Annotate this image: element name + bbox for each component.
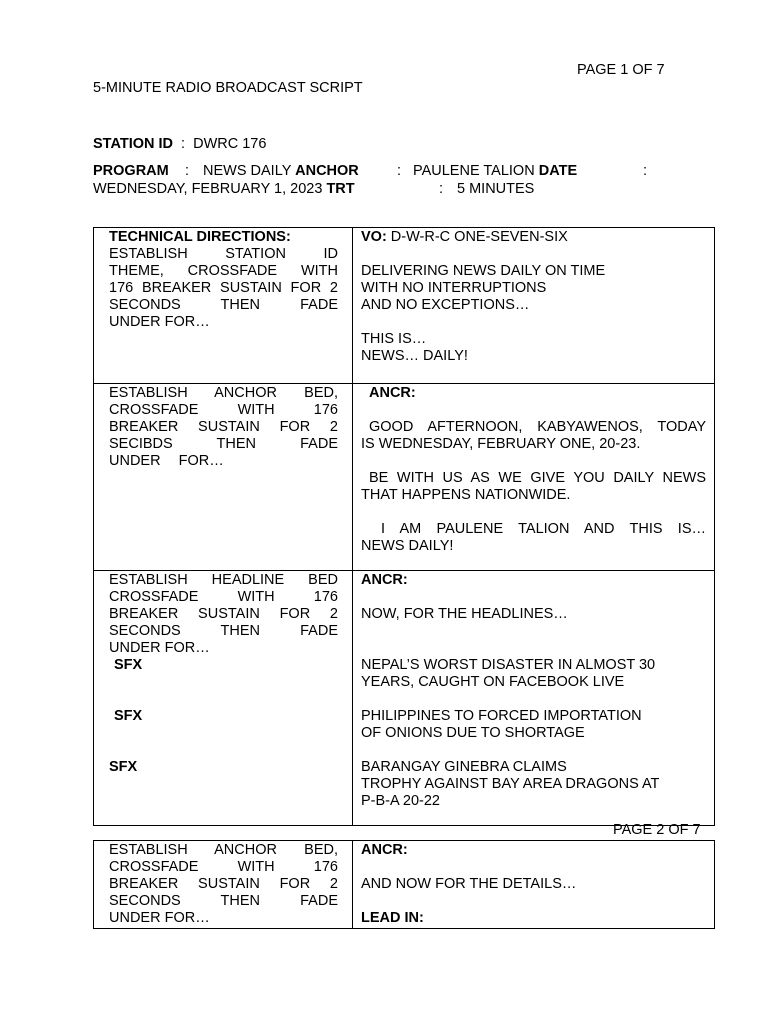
direction-line: THEME, CROSSFADE WITH bbox=[109, 263, 338, 279]
program-label-group bbox=[93, 163, 169, 180]
direction-line: CROSSFADE WITH 176 bbox=[109, 402, 338, 418]
sfx-cue: SFX bbox=[114, 657, 143, 673]
script-table-page1 bbox=[93, 227, 715, 826]
direction-line: CROSSFADE WITH 176 bbox=[109, 859, 338, 875]
script-line: NEWS… DAILY! bbox=[361, 348, 468, 364]
script-line: DELIVERING NEWS DAILY ON TIME bbox=[361, 263, 606, 279]
anchor-date-group bbox=[413, 163, 577, 180]
audio-cell bbox=[353, 228, 714, 383]
audio-cell bbox=[353, 384, 714, 570]
technical-directions-cell bbox=[94, 571, 353, 825]
script-line: NEWS DAILY! bbox=[361, 538, 454, 554]
direction-line: ESTABLISH ANCHOR BED, bbox=[109, 842, 338, 858]
vo-text: D-W-R-C ONE-SEVEN-SIX bbox=[386, 229, 568, 245]
headline-line: YEARS, CAUGHT ON FACEBOOK LIVE bbox=[361, 674, 625, 690]
voice-over-line bbox=[361, 229, 706, 246]
script-table-page2 bbox=[93, 840, 715, 929]
technical-directions-cell bbox=[94, 841, 353, 928]
page-number: PAGE 2 OF 7 bbox=[613, 822, 701, 838]
audio-cell bbox=[353, 841, 714, 928]
document-title: 5-MINUTE RADIO BROADCAST SCRIPT bbox=[93, 80, 363, 96]
station-id-line bbox=[93, 136, 266, 153]
script-line: THIS IS… bbox=[361, 331, 427, 347]
direction-line: CROSSFADE WITH 176 bbox=[109, 589, 338, 605]
page-number: PAGE 1 OF 7 bbox=[577, 62, 665, 78]
direction-line: UNDER FOR… bbox=[109, 453, 224, 469]
script-line: THAT HAPPENS NATIONWIDE. bbox=[361, 487, 571, 503]
vo-label: VO: bbox=[361, 229, 387, 245]
ancr-label: ANCR: bbox=[369, 385, 416, 401]
technical-directions-cell bbox=[94, 384, 353, 570]
station-id-value: DWRC 176 bbox=[193, 136, 267, 152]
trt-separator: : bbox=[439, 181, 444, 197]
program-separator: : bbox=[185, 163, 190, 179]
direction-line: ESTABLISH STATION ID bbox=[109, 246, 338, 262]
script-line: BE WITH US AS WE GIVE YOU DAILY NEWS bbox=[369, 470, 706, 486]
headline-line: P-B-A 20-22 bbox=[361, 793, 440, 809]
date-value: WEDNESDAY, FEBRUARY 1, 2023 bbox=[93, 181, 323, 197]
direction-line: UNDER FOR… bbox=[109, 314, 210, 330]
headline-line: OF ONIONS DUE TO SHORTAGE bbox=[361, 725, 585, 741]
station-id-separator: : bbox=[181, 136, 186, 152]
direction-line: ESTABLISH ANCHOR BED, bbox=[109, 385, 338, 401]
trt-value: 5 MINUTES bbox=[457, 181, 535, 197]
headline-line: BARANGAY GINEBRA CLAIMS bbox=[361, 759, 567, 775]
sfx-cue: SFX bbox=[114, 708, 143, 724]
ancr-label: ANCR: bbox=[361, 842, 408, 858]
headline-line: PHILIPPINES TO FORCED IMPORTATION bbox=[361, 708, 642, 724]
direction-line: SECIBDS THEN FADE bbox=[109, 436, 338, 452]
headline-line: NEPAL’S WORST DISASTER IN ALMOST 30 bbox=[361, 657, 656, 673]
direction-line: 176 BREAKER SUSTAIN FOR 2 bbox=[109, 280, 338, 296]
script-line: AND NOW FOR THE DETAILS… bbox=[361, 876, 577, 892]
script-line: IS WEDNESDAY, FEBRUARY ONE, 20-23. bbox=[361, 436, 641, 452]
date-separator: : bbox=[643, 163, 648, 179]
audio-cell bbox=[353, 571, 714, 825]
anchor-value: PAULENE TALION bbox=[413, 163, 535, 179]
script-line: NOW, FOR THE HEADLINES… bbox=[361, 606, 568, 622]
ancr-label: ANCR: bbox=[361, 572, 408, 588]
direction-line: SECONDS THEN FADE bbox=[109, 893, 338, 909]
program-label: PROGRAM bbox=[93, 163, 169, 179]
direction-line: BREAKER SUSTAIN FOR 2 bbox=[109, 606, 338, 622]
script-line: WITH NO INTERRUPTIONS bbox=[361, 280, 547, 296]
anchor-separator: : bbox=[397, 163, 402, 179]
script-row-details bbox=[94, 841, 714, 928]
anchor-label: ANCHOR bbox=[295, 163, 359, 179]
direction-line: SECONDS THEN FADE bbox=[109, 623, 338, 639]
trt-label: TRT bbox=[326, 181, 355, 197]
program-anchor-group bbox=[203, 163, 359, 180]
direction-line: UNDER FOR… bbox=[109, 640, 210, 656]
date-trt-group bbox=[93, 181, 355, 198]
station-id-label: STATION ID bbox=[93, 136, 174, 152]
script-line: GOOD AFTERNOON, KABYAWENOS, TODAY bbox=[369, 419, 706, 435]
direction-line: ESTABLISH HEADLINE BED bbox=[109, 572, 338, 588]
program-value: NEWS DAILY bbox=[203, 163, 292, 179]
direction-line: UNDER FOR… bbox=[109, 910, 210, 926]
date-label: DATE bbox=[538, 163, 578, 179]
technical-directions-heading: TECHNICAL DIRECTIONS: bbox=[109, 229, 291, 245]
sfx-cue: SFX bbox=[109, 759, 138, 775]
script-line: AND NO EXCEPTIONS… bbox=[361, 297, 530, 313]
technical-directions-cell bbox=[94, 228, 353, 383]
script-line: I AM PAULENE TALION AND THIS IS… bbox=[381, 521, 706, 537]
direction-line: BREAKER SUSTAIN FOR 2 bbox=[109, 876, 338, 892]
script-row-anchor-open bbox=[94, 383, 714, 570]
direction-line: BREAKER SUSTAIN FOR 2 bbox=[109, 419, 338, 435]
script-row-station-id bbox=[94, 228, 714, 383]
direction-line: SECONDS THEN FADE bbox=[109, 297, 338, 313]
headline-line: TROPHY AGAINST BAY AREA DRAGONS AT bbox=[361, 776, 660, 792]
script-row-headlines bbox=[94, 570, 714, 825]
lead-in-label: LEAD IN: bbox=[361, 910, 424, 926]
